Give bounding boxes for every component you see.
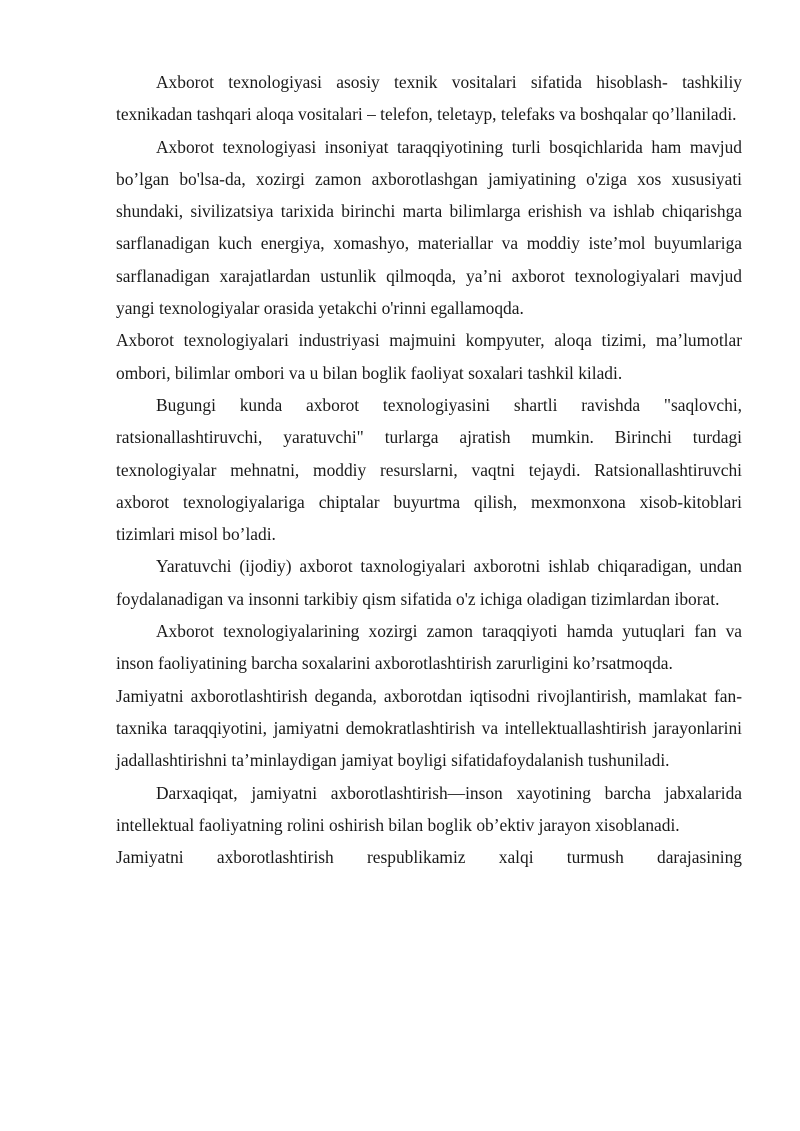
paragraph-6: Axborot texnologiyalarining xozirgi zamon taraqqiyoti hamda yutuqlari fan va inson faoliyatining barcha soxalarini axborotlashtirish zarurligini ko’rsatmoqda. xyxy=(116,621,742,674)
paragraph-1: Axborot texnologiyasi asosiy texnik vositalari sifatida hisoblash- tashkiliy texnikadan tashqari aloqa vositalari – telefon, teletayp, telefaks va boshqalar qo’llaniladi. xyxy=(116,72,742,125)
paragraph-7: Jamiyatni axborotlashtirish deganda, axborotdan iqtisodni rivojlantirish, mamlakat fan-taxnika taraqqiyotini, jamiyatni demokratlashtirish va intellektuallashtirish jarayonlarini jadallashtirishni ta’minlaydigan jamiyat boyligi sifatidafoydalanish tushuniladi. xyxy=(116,685,742,771)
paragraph-4: Bugungi kunda axborot texnologiyasini shartli ravishda "saqlovchi, ratsionallashtiruvchi, yaratuvchi" turlarga ajratish mumkin. Birinchi turdagi texnologiyalar mehnatni, moddiy resurslarni, vaqtni tejaydi. Ratsionallashtiruvchi axborot texnologiyalariga chiptalar buyurtma qilish, mexmonxona xisob-kitoblari tizimlari misol bo’ladi. xyxy=(116,394,742,545)
paragraph-3: Axborot texnologiyalari industriyasi majmuini kompyuter, aloqa tizimi, ma’lumotlar ombori, bilimlar ombori va u bilan boglik faoliyat soxalari tashkil kiladi. xyxy=(116,330,742,383)
paragraph-2: Axborot texnologiyasi insoniyat taraqqiyotining turli bosqichlarida ham mavjud bo’lgan bo'lsa-da, xozirgi zamon axborotlashgan jamiyatining o'ziga xos xususiyati shundaki, sivilizatsiya tarixida birinchi marta bilimlarga erishish va ishlab chiqarishga sarflanadigan kuch energiya, xomashyo, materiallar va moddiy iste’mol buyumlariga sarflanadigan xarajatlardan ustunlik qilmoqda, ya’ni axborot texnologiyalari mavjud yangi texnologiyalar orasida yetakchi o'rinni egallamoqda. xyxy=(116,136,742,319)
paragraph-5: Yaratuvchi (ijodiy) axborot taxnologiyalari axborotni ishlab chiqaradigan, undan foydalanadigan va insonni tarkibiy qism sifatida o'z ichiga oladigan tizimlardan iborat. xyxy=(116,556,742,609)
paragraph-8: Darxaqiqat, jamiyatni axborotlashtirish—inson xayotining barcha jabxalarida intellektual faoliyatning rolini oshirish bilan boglik ob’ektiv jarayon xisoblanadi. xyxy=(116,782,742,835)
paragraph-9: Jamiyatni axborotlashtirish respublikamiz xalqi turmush darajasining xyxy=(116,847,742,868)
document-page xyxy=(116,66,742,873)
